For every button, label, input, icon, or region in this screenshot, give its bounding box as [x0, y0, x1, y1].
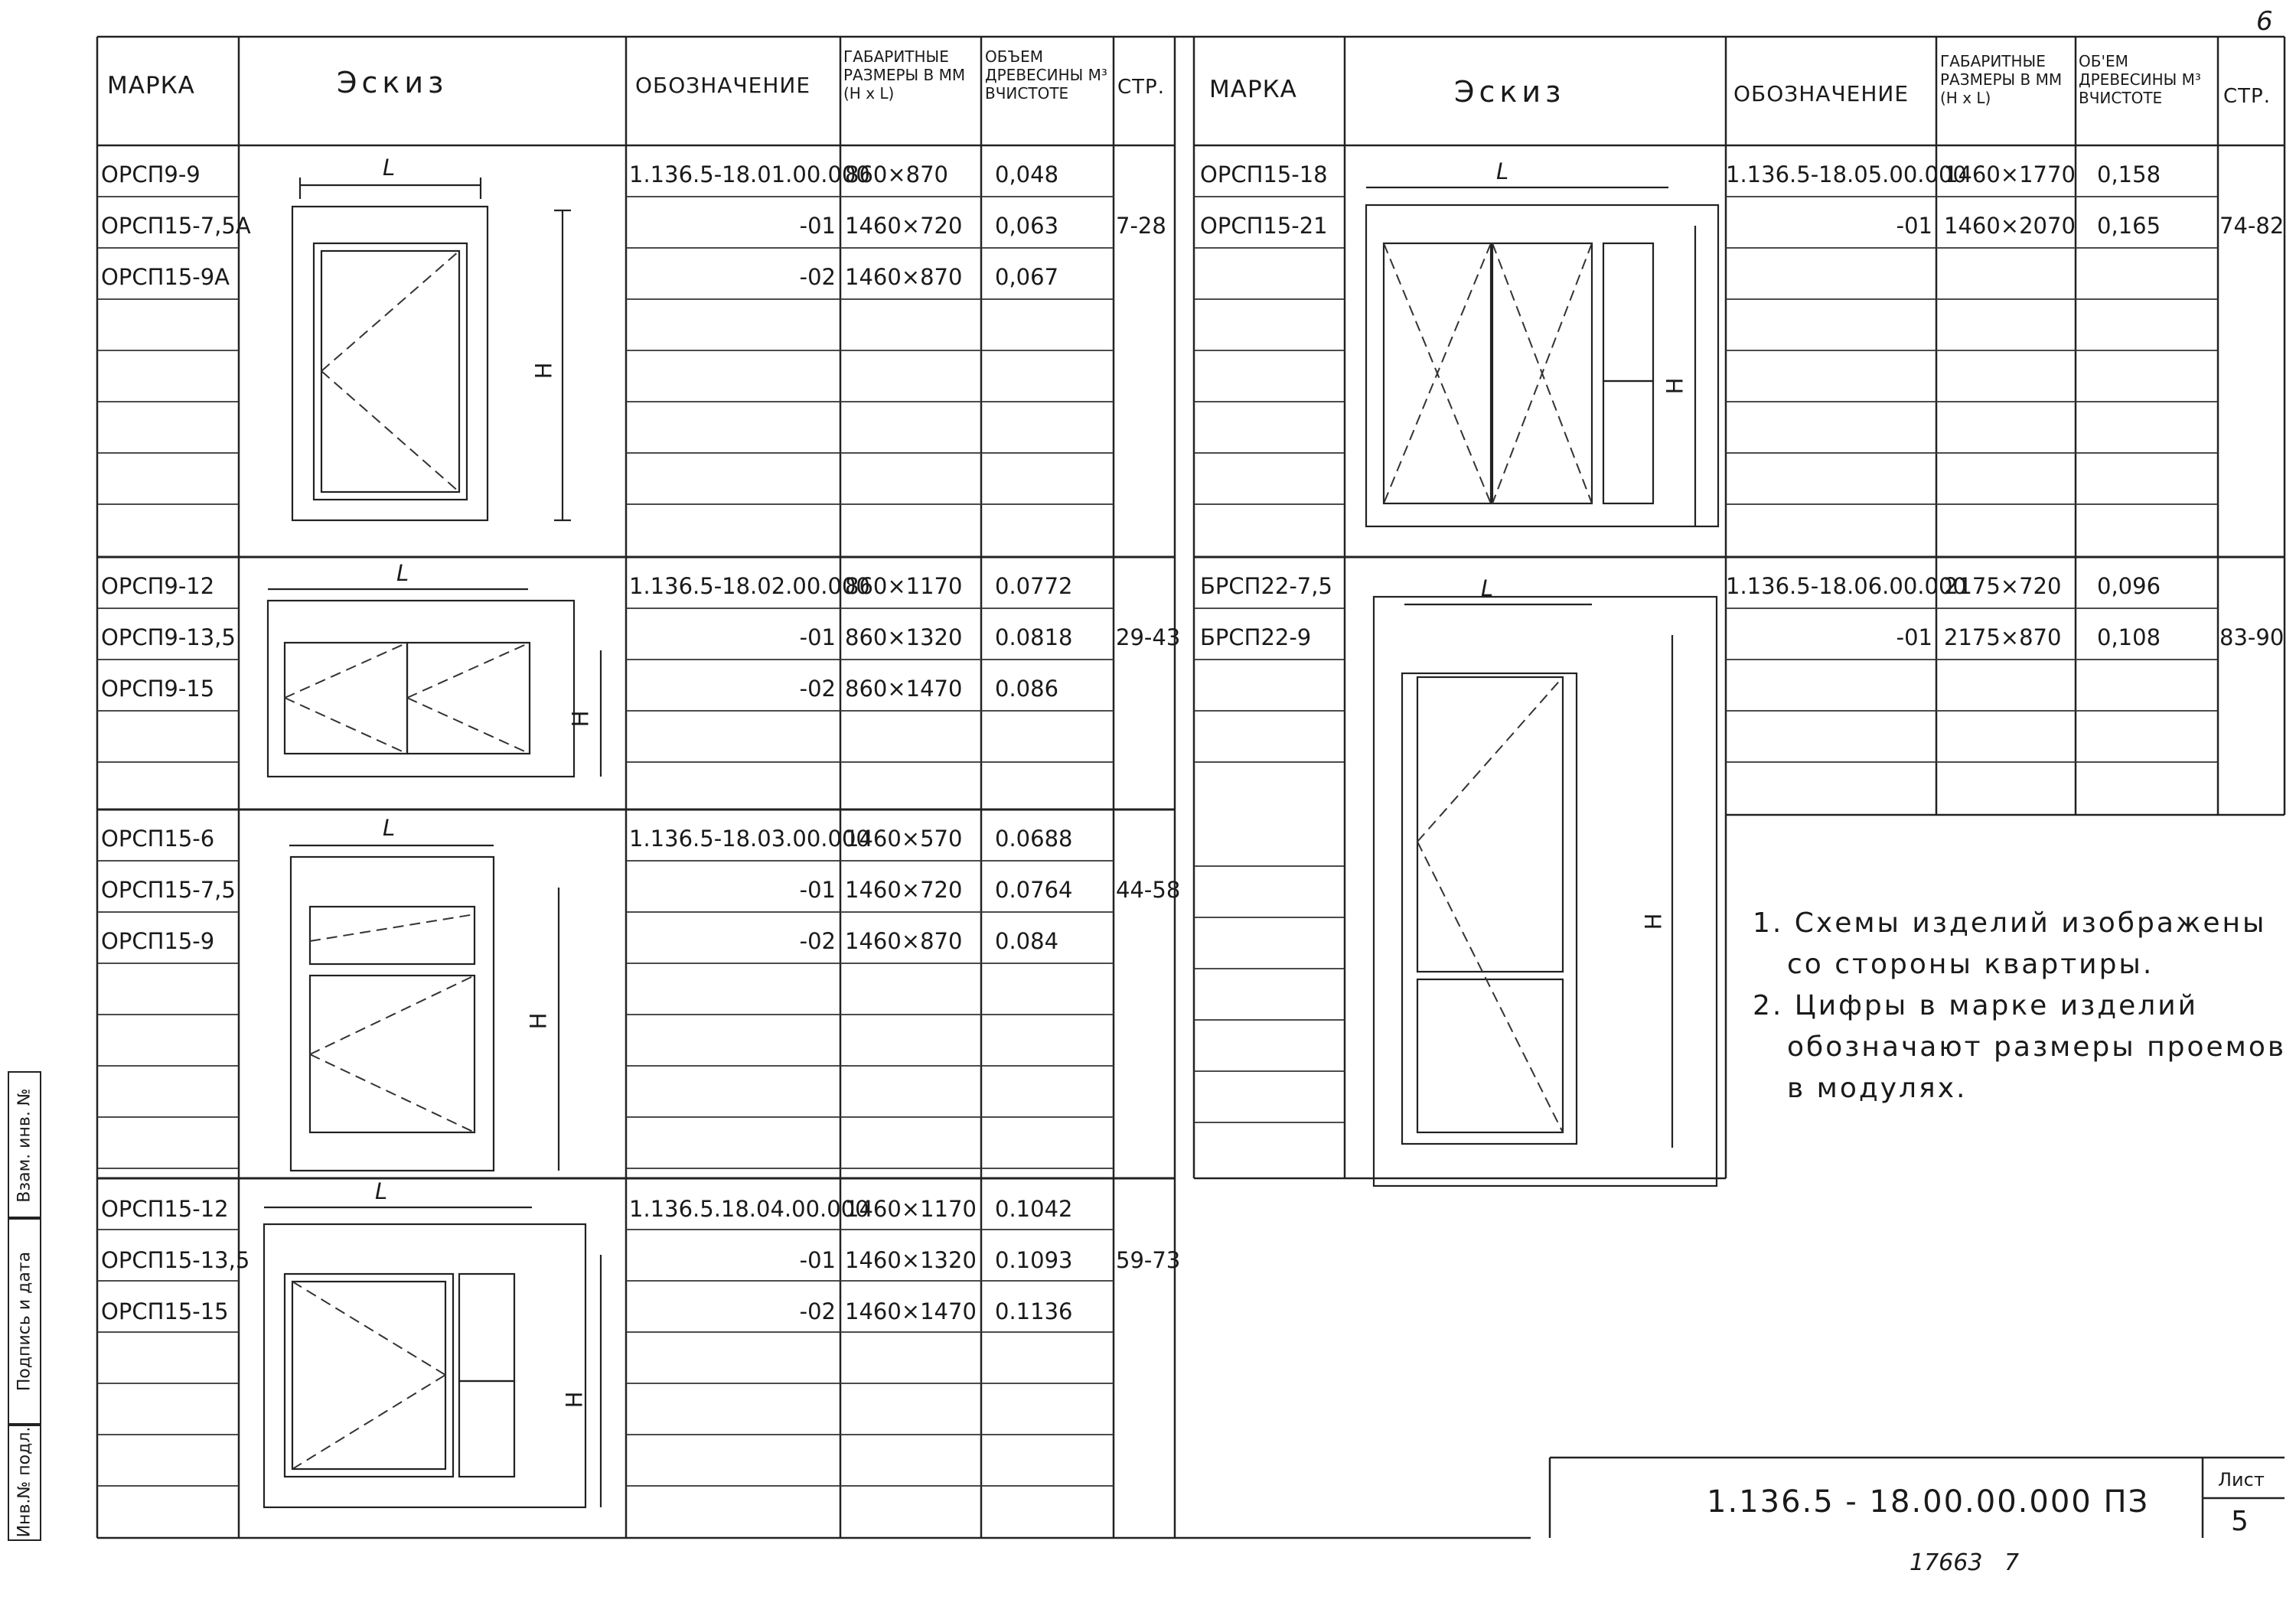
row-obem: 0,108 [2097, 624, 2161, 650]
row-marka: ОРСП15-13,5 [101, 1247, 250, 1273]
row-gabarit: 1460×870 [845, 264, 963, 290]
row-oboznachenie: -01 [799, 213, 836, 239]
row-oboznachenie: -02 [799, 676, 836, 702]
row-marka: ОРСП15-6 [101, 826, 215, 852]
sketch-1-h-label: Н [530, 362, 557, 380]
row-marka: ОРСП15-9А [101, 264, 230, 290]
sketch-4-h-label: Н [561, 1391, 588, 1409]
group-str: 29-43 [1116, 624, 1181, 650]
row-oboznachenie: 1.136.5-18.03.00.000 [629, 826, 870, 852]
sketch-5-h-label: Н [1662, 377, 1688, 395]
notes [1753, 903, 2286, 1109]
row-gabarit: 2175×720 [1944, 573, 2062, 599]
row-gabarit: 1460×720 [845, 877, 963, 903]
row-obem: 0,165 [2097, 213, 2161, 239]
row-oboznachenie: 1.136.5-18.05.00.000 [1726, 161, 1967, 187]
left-header-str: СТР. [1117, 76, 1165, 99]
row-obem: 0.1042 [995, 1196, 1073, 1222]
row-gabarit: 2175×870 [1944, 624, 2062, 650]
row-marka: ОРСП9-13,5 [101, 624, 236, 650]
row-obem: 0,067 [995, 264, 1059, 290]
left-header-marka: МАРКА [107, 72, 195, 99]
note-line-4: обозначают размеры проемов [1787, 1031, 2287, 1063]
row-gabarit: 1460×870 [845, 928, 963, 954]
right-header-gabarit: ГАБАРИТНЫЕ РАЗМЕРЫ В ММ (Н х L) [1940, 52, 2063, 107]
row-obem: 0,063 [995, 213, 1059, 239]
sketch-6-h-label: Н [1640, 913, 1667, 930]
sketch-2-h-label: Н [567, 710, 594, 728]
row-oboznachenie: 1.136.5-18.01.00.000 [629, 161, 870, 187]
row-marka: БРСП22-7,5 [1200, 573, 1332, 599]
row-obem: 0.0688 [995, 826, 1073, 852]
bottom-number: 17663 7 [1910, 1549, 2020, 1576]
title-block-code: 1.136.5 - 18.00.00.000 ПЗ [1707, 1484, 2150, 1520]
row-gabarit: 860×1470 [845, 676, 963, 702]
row-oboznachenie: 1.136.5.18.04.00.000 [629, 1196, 869, 1222]
row-marka: ОРСП9-9 [101, 161, 201, 187]
row-oboznachenie: -01 [1896, 624, 1932, 650]
right-header-obem: ОБ'ЕМ ДРЕВЕСИНЫ М³ ВЧИСТОТЕ [2079, 52, 2201, 107]
row-obem: 0.0764 [995, 877, 1073, 903]
row-obem: 0.0772 [995, 573, 1073, 599]
row-marka: ОРСП15-18 [1200, 161, 1328, 187]
row-gabarit: 860×870 [845, 161, 949, 187]
row-gabarit: 860×1320 [845, 624, 963, 650]
row-marka: ОРСП9-15 [101, 676, 215, 702]
title-block-sheet-label: Лист [2218, 1469, 2265, 1490]
left-header-oboznachenie: ОБОЗНАЧЕНИЕ [635, 73, 811, 98]
row-gabarit: 1460×1320 [845, 1247, 977, 1273]
group-str: 74-82 [2219, 213, 2285, 239]
sketch-1-l-label: L [383, 155, 396, 181]
group-str: 7-28 [1116, 213, 1166, 239]
row-obem: 0,048 [995, 161, 1059, 187]
row-obem: 0.1136 [995, 1298, 1073, 1324]
row-oboznachenie: -01 [799, 877, 836, 903]
row-marka: ОРСП15-9 [101, 928, 215, 954]
right-header-eskiz: Эскиз [1454, 75, 1566, 109]
row-gabarit: 1460×1770 [1944, 161, 2076, 187]
row-marka: ОРСП15-21 [1200, 213, 1328, 239]
row-oboznachenie: -02 [799, 1298, 836, 1324]
left-header-gabarit: ГАБАРИТНЫЕ РАЗМЕРЫ В ММ (Н х L) [843, 47, 966, 103]
page-number: 6 [2256, 6, 2273, 37]
row-obem: 0,158 [2097, 161, 2161, 187]
side-stamp-vzam: Взам. инв. № [8, 1071, 41, 1220]
right-header-oboznachenie: ОБОЗНАЧЕНИЕ [1733, 81, 1910, 106]
row-oboznachenie: -01 [799, 1247, 836, 1273]
note-line-3: 2. Цифры в марке изделий [1753, 990, 2199, 1021]
row-gabarit: 1460×570 [845, 826, 963, 852]
row-gabarit: 1460×1170 [845, 1196, 977, 1222]
row-gabarit: 1460×720 [845, 213, 963, 239]
title-block-sheet-number: 5 [2231, 1506, 2249, 1537]
left-header-eskiz: Эскиз [337, 66, 448, 99]
row-obem: 0.084 [995, 928, 1059, 954]
side-stamp-inv: Инв.№ подл. [8, 1423, 41, 1541]
row-oboznachenie: -02 [799, 264, 836, 290]
sketch-5-l-label: L [1496, 158, 1509, 184]
note-line-2: со стороны квартиры. [1787, 949, 2154, 980]
row-oboznachenie: 1.136.5-18.06.00.000 [1726, 573, 1967, 599]
row-obem: 0.1093 [995, 1247, 1073, 1273]
row-oboznachenie: -01 [1896, 213, 1932, 239]
row-obem: 0,096 [2097, 573, 2161, 599]
row-marka: ОРСП15-15 [101, 1298, 229, 1324]
row-marka: ОРСП15-12 [101, 1196, 229, 1222]
note-line-1: 1. Схемы изделий изображены [1753, 907, 2267, 939]
row-oboznachenie: -01 [799, 624, 836, 650]
row-marka: ОРСП15-7,5А [101, 213, 251, 239]
group-str: 59-73 [1116, 1247, 1181, 1273]
row-marka: БРСП22-9 [1200, 624, 1312, 650]
sketch-4-l-label: L [375, 1178, 388, 1204]
right-header-str: СТР. [2223, 85, 2271, 108]
row-marka: ОРСП9-12 [101, 573, 215, 599]
sketch-3-l-label: L [383, 815, 396, 841]
sketch-6-l-label: L [1481, 575, 1494, 601]
sketch-2-l-label: L [396, 560, 409, 586]
left-header-obem: ОБЪЕМ ДРЕВЕСИНЫ М³ ВЧИСТОТЕ [985, 47, 1107, 103]
row-marka: ОРСП15-7,5 [101, 877, 236, 903]
sketch-3-h-label: Н [525, 1012, 552, 1030]
row-oboznachenie: 1.136.5-18.02.00.000 [629, 573, 870, 599]
side-stamp-podpis: Подпись и дата [8, 1217, 41, 1426]
row-obem: 0.0818 [995, 624, 1073, 650]
right-header-marka: МАРКА [1209, 76, 1297, 103]
row-gabarit: 860×1170 [845, 573, 963, 599]
group-str: 44-58 [1116, 877, 1181, 903]
row-oboznachenie: -02 [799, 928, 836, 954]
row-obem: 0.086 [995, 676, 1059, 702]
note-line-5: в модулях. [1787, 1073, 1968, 1104]
group-str: 83-90 [2219, 624, 2285, 650]
row-gabarit: 1460×1470 [845, 1298, 977, 1324]
row-gabarit: 1460×2070 [1944, 213, 2076, 239]
